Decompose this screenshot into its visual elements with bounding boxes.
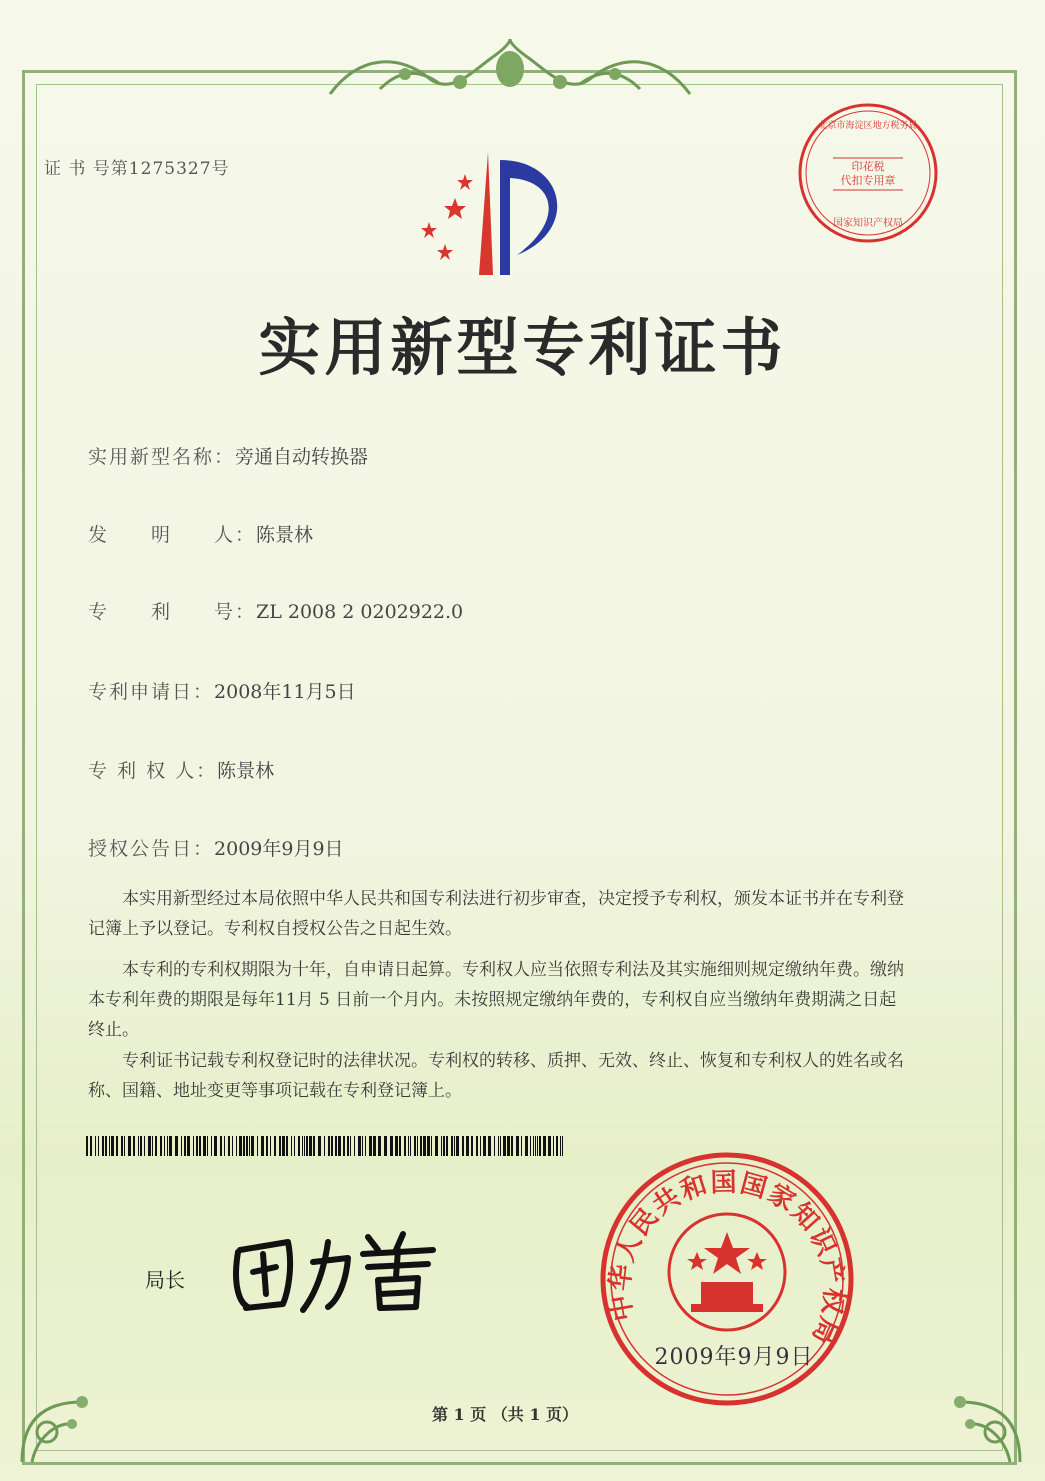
field-value: 2008年11月5日	[214, 681, 356, 703]
top-ornament	[320, 34, 700, 104]
paragraph-text: 本实用新型经过本局依照中华人民共和国专利法进行初步审查，决定授予专利权，颁发本证书并在专利登记簿上予以登记。专利权自授权公告之日起生效。	[88, 889, 904, 939]
paragraph-grant	[88, 884, 906, 944]
field-label: 授权公告日：	[88, 838, 215, 860]
paragraph-legal-status	[88, 1046, 906, 1106]
paragraph-term	[88, 955, 906, 1045]
field-value: 陈景林	[217, 760, 275, 782]
field-value: ZL 2008 2 0202922.0	[256, 601, 464, 623]
paragraph-text: 专利证书记载专利权登记时的法律状况。专利权的转移、质押、无效、终止、恢复和专利权人的姓名或名称、国籍、地址变更等事项记载在专利登记簿上。	[88, 1051, 904, 1101]
field-label: 发 明 人：	[88, 524, 257, 546]
tax-stamp-seal	[793, 98, 943, 248]
field-patentee	[88, 756, 274, 783]
field-value: 陈景林	[256, 524, 314, 546]
svg-text:国家知识产权局: 国家知识产权局	[833, 218, 903, 229]
field-utility-model-name	[88, 442, 368, 469]
patent-office-logo-icon	[405, 150, 585, 285]
svg-text:中华人民共和国国家知识产权局: 中华人民共和国国家知识产权局	[605, 1167, 849, 1351]
certificate-title: 实用新型专利证书	[258, 311, 787, 384]
director-signature	[228, 1222, 448, 1317]
svg-text:印花税: 印花税	[851, 160, 885, 173]
field-inventor	[88, 520, 313, 547]
field-label: 专 利 号：	[88, 601, 257, 623]
field-label: 专 利 权 人：	[88, 760, 218, 782]
field-label: 专利申请日：	[88, 681, 215, 703]
page-number: 第 1 页 （共 1 页）	[431, 1405, 579, 1424]
field-grant-date	[88, 834, 344, 861]
barcode	[86, 1136, 566, 1156]
field-application-date	[88, 677, 356, 704]
svg-text:北京市海淀区地方税务局: 北京市海淀区地方税务局	[818, 121, 918, 131]
issue-date: 2009年9月9日	[654, 1345, 814, 1370]
paragraph-text: 本专利的专利权期限为十年，自申请日起算。专利权人应当依照专利法及其实施细则规定缴纳年费。缴纳本专利年费的期限是每年11月 5 日前一个月内。未按照规定缴纳年费的，专利权自应当缴纳年费期满之日起终止。	[88, 960, 904, 1040]
field-value: 旁通自动转换器	[235, 446, 369, 468]
field-patent-number	[88, 597, 463, 624]
field-value: 2009年9月9日	[214, 838, 344, 860]
certificate-number: 证 书 号第1275327号	[44, 159, 230, 179]
director-label: 局长	[145, 1268, 185, 1292]
field-label: 实用新型名称：	[88, 446, 236, 468]
svg-text:代扣专用章: 代扣专用章	[840, 174, 896, 187]
